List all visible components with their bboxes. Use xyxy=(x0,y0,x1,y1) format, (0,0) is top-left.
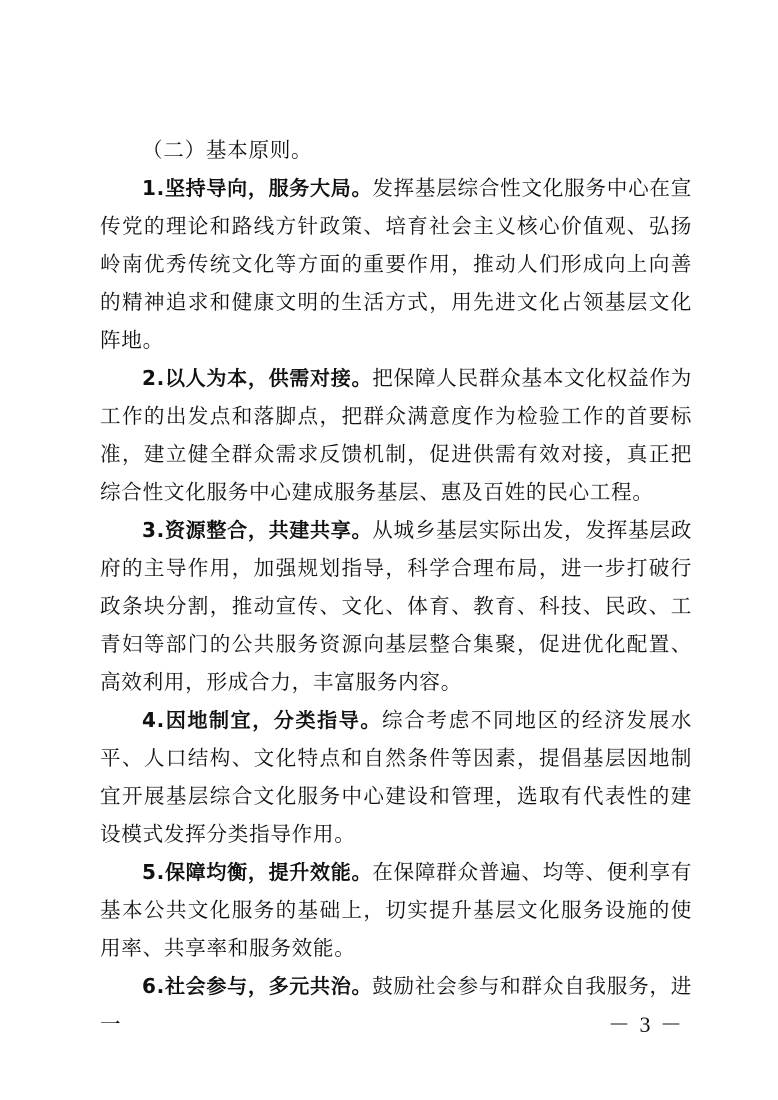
principle-title: 6.社会参与，多元共治。 xyxy=(142,974,373,998)
principle-title: 1.坚持导向，服务大局。 xyxy=(142,176,373,200)
principle-title: 5.保障均衡，提升效能。 xyxy=(142,860,373,884)
principle-body: 综合考虑不同地区的经济发展水平、人口结构、文化特点和自然条件等因素，提倡基层因地制宜开展基层综合文化服务中心建设和管理，选取有代表性的建设模式发挥分类指导作用。 xyxy=(100,708,692,846)
principle-body: 发挥基层综合性文化服务中心在宣传党的理论和路线方针政策、培育社会主义核心价值观、弘扬岭南优秀传统文化等方面的重要作用，推动人们形成向上向善的精神追求和健康文明的生活方式，用先进文化占领基层文化阵地。 xyxy=(100,176,692,352)
principle-body: 把保障人民群众基本文化权益作为工作的出发点和落脚点，把群众满意度作为检验工作的首要标准，建立健全群众需求反馈机制，促进供需有效对接，真正把综合性文化服务中心建成服务基层、惠及百姓的民心工程。 xyxy=(100,366,692,504)
principle-body: 从城乡基层实际出发，发挥基层政府的主导作用，加强规划指导，科学合理布局，进一步打破行政条块分割，推动宣传、文化、体育、教育、科技、民政、工青妇等部门的公共服务资源向基层整合集聚，促进优化配置、高效利用，形成合力，丰富服务内容。 xyxy=(100,518,692,694)
principle-item-1 xyxy=(100,169,692,359)
principle-title: 3.资源整合，共建共享。 xyxy=(142,518,373,542)
principle-item-6 xyxy=(100,967,692,1043)
page-number: － 3 － xyxy=(608,1012,685,1037)
principle-item-2 xyxy=(100,359,692,511)
section-heading: （二）基本原则。 xyxy=(142,138,313,162)
principle-item-5 xyxy=(100,853,692,967)
principle-title: 4.因地制宜，分类指导。 xyxy=(142,708,382,732)
principle-title: 2.以人为本，供需对接。 xyxy=(142,366,373,390)
principle-body: 在保障群众普遍、均等、便利享有基本公共文化服务的基础上，切实提升基层文化服务设施的使用率、共享率和服务效能。 xyxy=(100,860,692,960)
principle-item-4 xyxy=(100,701,692,853)
principle-item-3 xyxy=(100,511,692,701)
principle-body: 鼓励社会参与和群众自我服务，进一 xyxy=(100,974,692,1036)
document-body xyxy=(100,131,692,1043)
